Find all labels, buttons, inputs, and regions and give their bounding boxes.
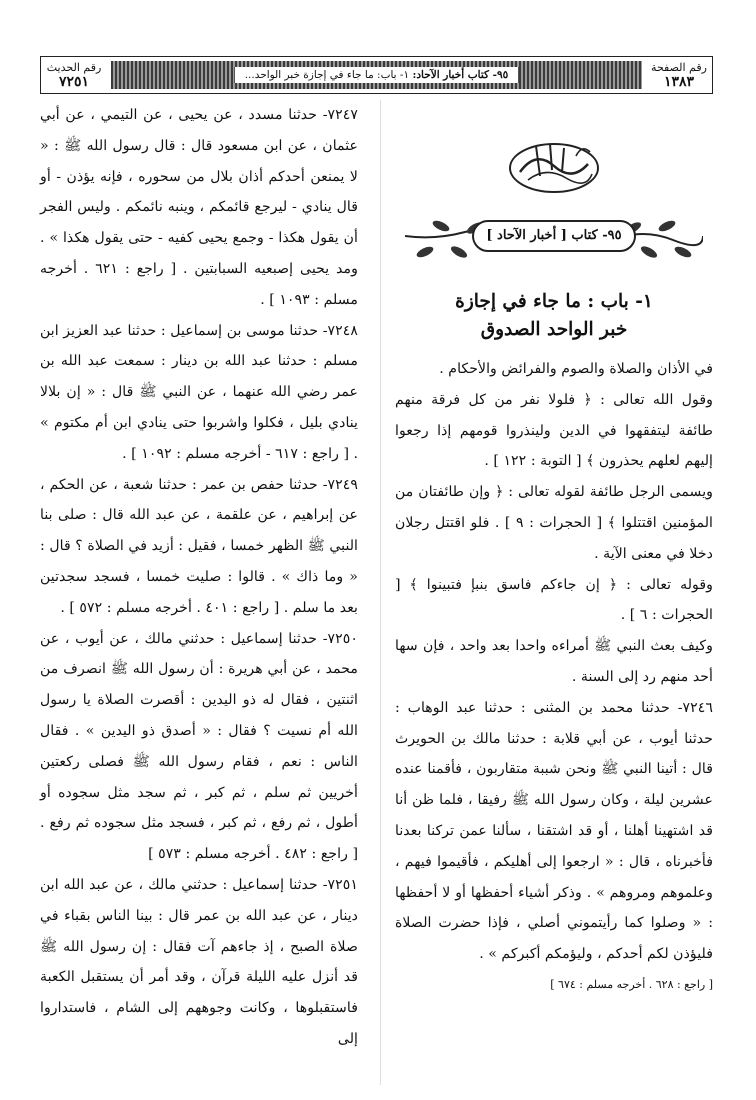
hadith-7248: ٧٢٤٨- حدثنا موسى بن إسماعيل : حدثنا عبد العزيز ابن مسلم : حدثنا عبد الله بن دينار : سمعت عبد الله بن عمر رضي الله عنهما ، عن النبي ﷺ قال : « إن بلالا ينادي بليل ، فكلوا واشربوا حتى ينادي ابن أم مكتوم » . [ راجع : ٦١٧ - أخرجه مسلم : ١٠٩٢ ] . xyxy=(40,322,358,462)
reference-note: [ راجع : ٦٢٨ . أخرجه مسلم : ٦٧٤ ] xyxy=(550,977,713,991)
chapter-title: ١- باب: ما جاء في إجازة خبر الواحد... xyxy=(244,69,410,81)
right-column xyxy=(395,100,713,1085)
hadith-7249: ٧٢٤٩- حدثنا حفص بن عمر : حدثنا شعبة ، عن الحكم ، عن إبراهيم ، عن علقمة ، عن عبد الله قال : صلى بنا النبي ﷺ الظهر خمسا ، فقيل : أزيد في الصلاة ؟ قال : « وما ذاك » . قالوا : صليت خمسا ، فسجد سجدتين بعد ما سلم . [ راجع : ٤٠١ . أخرجه مسلم : ٥٧٢ ] . xyxy=(40,476,358,616)
book-banner xyxy=(395,210,713,268)
paragraph: وقول الله تعالى : ﴿ فلولا نفر من كل فرقة منهم طائفة ليتفقهوا في الدين ولينذروا قومهم إذا رجعوا إليهم لعلهم يحذرون ﴾ [ التوبة : ١٢٢ ] . xyxy=(395,391,713,470)
page-number-label: رقم الصفحة xyxy=(651,61,707,74)
header-title-strip xyxy=(111,61,642,89)
book-title: ٩٥- كتاب أخبار الآحاد: xyxy=(412,69,509,81)
hadith-7251: ٧٢٥١- حدثنا إسماعيل : حدثني مالك ، عن عبد الله ابن دينار ، عن عبد الله بن عمر قال : بينا الناس بقباء في صلاة الصبح ، إذ جاءهم آت فقال : إن رسول الله ﷺ قد أنزل عليه الليلة قرآن ، وقد أمر أن يستقبل الكعبة فاستقبلوها ، وكانت وجوههم إلى الشام ، فاستداروا إلى xyxy=(40,876,358,1047)
chapter-heading-line-1: ١- باب : ما جاء في إجازة xyxy=(455,291,653,312)
hadith-7246: ٧٢٤٦- حدثنا محمد بن المثنى : حدثنا عبد الوهاب : حدثنا أيوب ، عن أبي قلابة : حدثنا مالك بن الحويرث قال : أتينا النبي ﷺ ونحن شببة متقاربون ، فأقمنا عنده عشرين ليلة ، وكان رسول الله ﷺ رفيقا ، فلما ظن أنا قد اشتهينا أهلنا ، أو قد اشتقنا ، سألنا عمن تركنا بعدنا فأخبرناه ، قال : « ارجعوا إلى أهليكم ، فأقيموا فيهم ، وعلموهم ومروهم » . وذكر أشياء أحفظها أو لا أحفظها : « وصلوا كما رأيتموني أصلي ، فإذا حضرت الصلاة فليؤذن لكم أحدكم ، وليؤمكم أكبركم » . xyxy=(395,699,713,963)
hadith-number: ٧٢٥١ xyxy=(58,74,90,90)
hadith-number-box xyxy=(41,57,107,93)
book-banner-label: ٩٥- كتاب [ أخبار الآحاد ] xyxy=(472,220,635,252)
column-divider xyxy=(380,100,381,1085)
left-column xyxy=(40,100,358,1085)
chapter-heading-line-2: خبر الواحد الصدوق xyxy=(480,319,628,340)
page-number: ١٣٨٣ xyxy=(663,74,695,90)
hadith-number-label: رقم الحديث xyxy=(46,61,102,74)
paragraph: وقوله تعالى : ﴿ إن جاءكم فاسق بنبإ فتبينوا ﴾ [ الحجرات : ٦ ] . xyxy=(395,576,713,624)
paragraph: في الأذان والصلاة والصوم والفرائض والأحكام . xyxy=(439,361,713,377)
hadith-7250: ٧٢٥٠- حدثنا إسماعيل : حدثني مالك ، عن أيوب ، عن محمد ، عن أبي هريرة : أن رسول الله ﷺ انصرف من اثنتين ، فقال له ذو اليدين : أقصرت الصلاة يا رسول الله أم نسيت ؟ فقال : « أصدق ذو اليدين » . فقال الناس : نعم ، فقام رسول الله ﷺ فصلى ركعتين أخريين ثم سلم ، ثم كبر ، ثم سجد مثل سجوده أو أطول ، ثم رفع ، ثم كبر ، فسجد مثل سجوده ثم رفع . [ راجع : ٤٨٢ . أخرجه مسلم : ٥٧٣ ] xyxy=(40,630,358,863)
chapter-heading xyxy=(395,288,713,344)
hadith-7247: ٧٢٤٧- حدثنا مسدد ، عن يحيى ، عن التيمي ، عن أبي عثمان ، عن ابن مسعود قال : قال رسول الله ﷺ : « لا يمنعن أحدكم أذان بلال من سحوره ، فإنه يؤذن - أو قال ينادي - ليرجع قائمكم ، وينبه نائمكم . وليس الفجر أن يقول هكذا - وجمع يحيى كفيه - حتى يقول هكذا » . ومد يحيى إصبعيه السبابتين . [ راجع : ٦٢١ . أخرجه مسلم : ١٠٩٣ ] . xyxy=(40,107,358,308)
running-title xyxy=(234,67,520,83)
calligraphy-emblem-icon xyxy=(506,136,602,196)
page-header xyxy=(40,56,713,94)
paragraph: وكيف بعث النبي ﷺ أمراءه واحدا بعد واحد ، فإن سها أحد منهم رد إلى السنة . xyxy=(395,638,713,685)
page-number-box xyxy=(646,57,712,93)
paragraph: ويسمى الرجل طائفة لقوله تعالى : ﴿ وإن طائفتان من المؤمنين اقتتلوا ﴾ [ الحجرات : ٩ ] . فلو اقتتل رجلان دخلا في معنى الآية . xyxy=(395,484,713,562)
